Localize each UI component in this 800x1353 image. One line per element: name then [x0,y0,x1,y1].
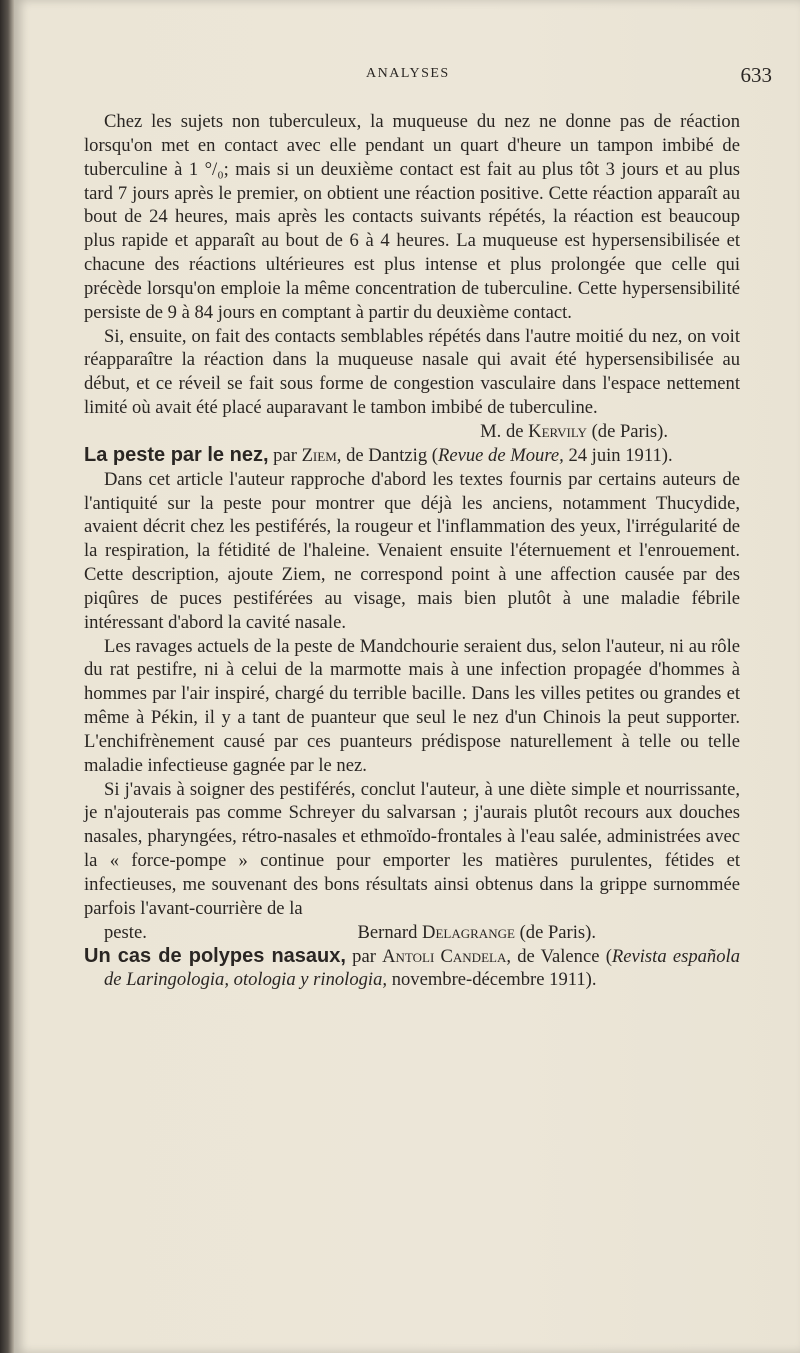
paragraph: Dans cet article l'auteur rapproche d'abord les textes fournis par certains auteurs de l'antiquité sur la peste pour montrer que déjà les anciens, notamment Thucydide, avaient décrit chez les pestiférés, la rougeur et l'inflammation des yeux, l'irrégularité de la respiration, la fétidité de l'haleine. Venaient ensuite l'éternuement et l'enrouement. Cette description, ajoute Ziem, ne correspond point à une affection causée par des piqûres de puces pestiférées au visage, mais bien plutôt à une maladie fébrile intéressant d'abord la cavité nasale. [84,468,740,633]
body-text [84,110,740,992]
running-head-title: ANALYSES [366,66,450,81]
paragraph: Les ravages actuels de la peste de Mandchourie seraient dus, selon l'auteur, ni au rôle du rat pestifre, ni à celui de la marmotte mais à une infection propagée d'hommes à hommes par l'air inspiré, chargé du terrible bacille. Dans les villes petites ou grandes et même à Pékin, il y a tant de puanteur que seul le nez d'un Chinois la peut supporter. L'enchifrènement causé par ces puanteurs prédispose naturellement à telle ou telle maladie infectieuse gagnée par le nez. [84,635,740,776]
paragraph: Si, ensuite, on fait des contacts semblables répétés dans l'autre moitié du nez, on voit réapparaître la réaction dans la muqueuse nasale qui avait été hypersensibilisée au début, et ce réveil se fait sous forme de congestion vasculaire dans l'espace nettement limité où avait été placé auparavant le tambon imbibé de tuberculine. [84,325,740,419]
article-heading: La peste par le nez, par Ziem, de Dantzig (Revue de Moure, 24 juin 1911). [84,443,673,466]
author-name: Delagrange [422,921,515,943]
journal-name: Revue de Moure, [437,444,564,466]
author-name: Kervily [528,420,587,442]
running-head [14,63,800,88]
article-author: Antoli Candela, [382,945,511,967]
author-signature: M. de Kervily (de Paris). [480,420,668,442]
article-date: 24 juin 1911). [568,444,673,466]
article-date: novembre-décembre 1911). [391,969,597,991]
book-page [14,0,800,1353]
paragraph: Si j'avais à soigner des pestiférés, conclut l'auteur, à une diète simple et nourrissante, je n'ajouterais pas comme Schreyer du salvarsan ; j'aurais plutôt recours aux douches nasales, pharyngées, rétro-nasales et ethmoïdo-frontales à l'eau salée, administrées avec la « force-pompe » continue pour emporter les matières purulentes, fétides et infectieuses, me souvenant des bons résultats ainsi obtenus dans la grippe surnommée parfois l'avant-courrière de la [84,778,740,919]
journal-name: Revista española de Laringologia, otologia y rinologia, [104,945,740,991]
page-number: 633 [740,63,772,87]
article-title: La peste par le nez, [84,443,269,466]
paragraph: Chez les sujets non tuberculeux, la muqueuse du nez ne donne pas de réaction lorsqu'on met en contact avec elle pendant un quart d'heure un tampon imbibé de tuberculine à 1 °/₀; mais si un deuxième contact est fait au plus tôt 3 jours et au plus tard 7 jours après le premier, on obtient une réaction positive. Cette réaction apparaît au bout de 24 heures, mais après les contacts suivants répétés, la réaction est beaucoup plus rapide et apparaît au bout de 6 à 4 heures. La muqueuse est hypersensibilisée et chacune des réactions ultérieures est plus intense et plus prolongée que celle qui précède lorsqu'on emploie la même concentration de tuberculine. Cette hypersensibilité persiste de 9 à 84 jours en comptant à partir du deuxième contact. [84,111,740,323]
article-author: Ziem, [301,444,342,466]
author-signature: peste. Bernard Delagrange (de Paris). [104,921,596,943]
article-title: Un cas de polypes nasaux, [84,944,346,967]
article-heading: Un cas de polypes nasaux, par Antoli Candela, de Valence (Revista española de Laringologia, otologia y rinologia, novembre-décembre 1911). [84,944,740,991]
book-spine-shadow [0,0,14,1353]
